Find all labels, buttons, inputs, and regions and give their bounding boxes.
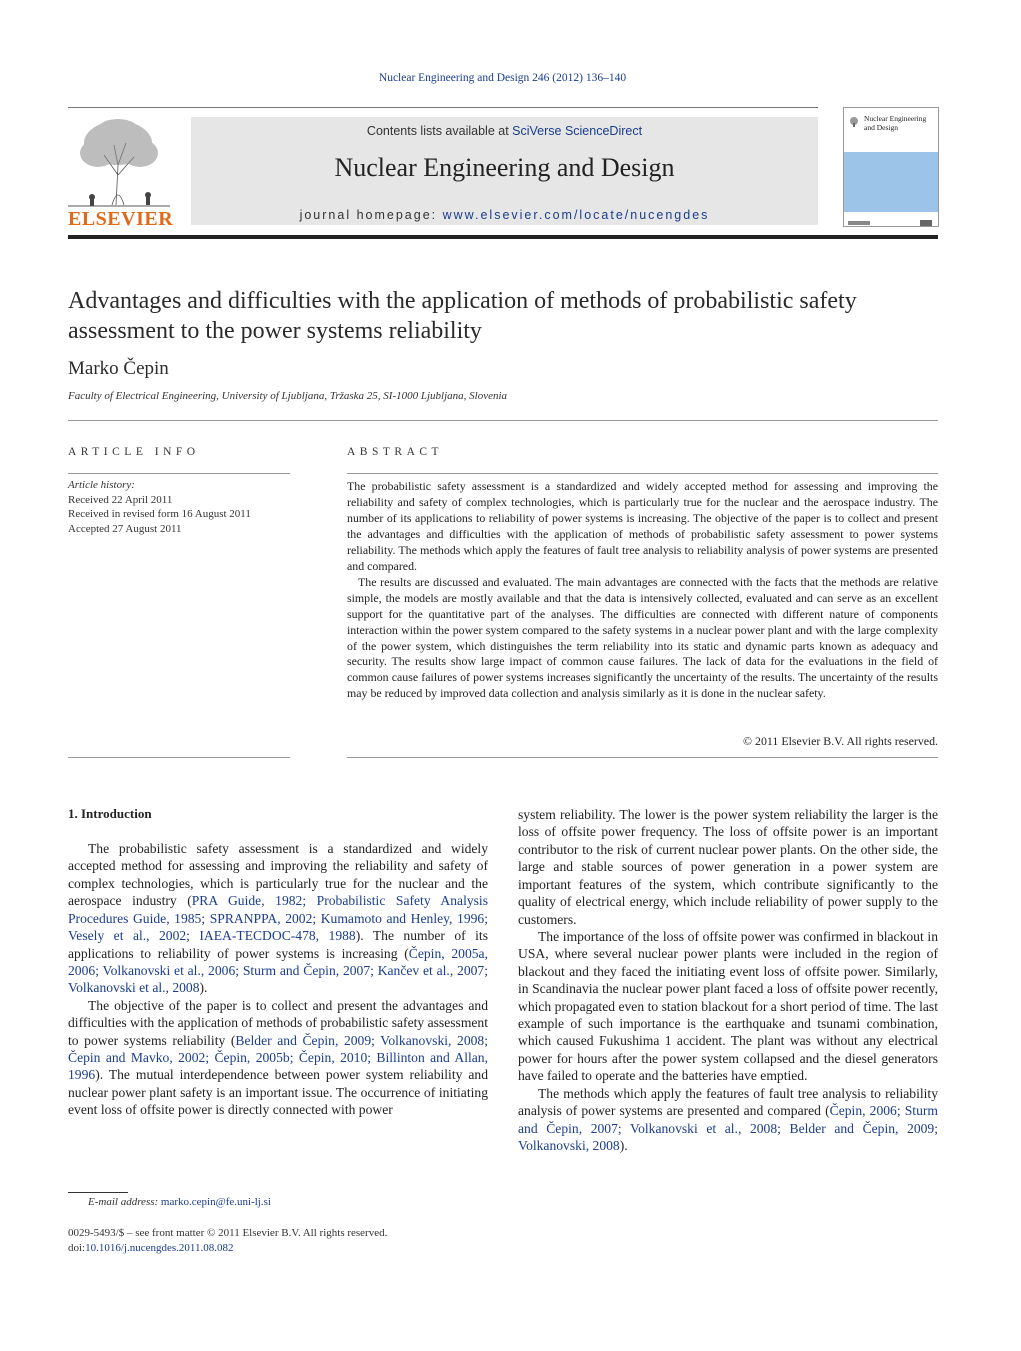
cover-elsevier-icon bbox=[849, 114, 859, 124]
body-paragraph: The importance of the loss of offsite power was confirmed in blackout in USA, where several nuclear power plants were included in the region of blackout and they faced the initiating event loss of offsite power. Similarly, in Scandinavia the nuclear power plant faced a loss of offsite power recently, which propagated even to station blackout for a short period of time. The last example of such importance is the earthquake and tsunami combination, which caused Fukushima 1 accident. The plant was without any electrical power for hours after the power system collapsed and the diesel generators have failed to operate and the batteries have emptied. bbox=[518, 928, 938, 1084]
doi-link[interactable]: 10.1016/j.nucengdes.2011.08.082 bbox=[85, 1242, 234, 1254]
header-bottom-rule bbox=[68, 235, 938, 239]
abstract-paragraph: The results are discussed and evaluated. The main advantages are connected with the facts that the methods are relative simple, the models are mostly available and that the data is intensively collected, evaluated and can serve as an excellent support for the quantitative part of the analyses. The difficulties are connected with different nature of components interaction within the power system compared to the safety systems in a nuclear power plant and with the large complexity of the power system, which distinguishes the term reliability into its static and dynamic parts known as adequacy and security. The results show large impact of common cause failures. The lack of data for the evaluations in the field of common cause failures of power systems increases significantly the uncertainty of the results. The uncertainty of the results may be reduced by improved data collection and analysis similarly as it is done in the nuclear safety. bbox=[347, 574, 938, 701]
article-info-bottom-rule bbox=[68, 757, 290, 758]
tree-logo-icon bbox=[68, 115, 170, 207]
issn-line: 0029-5493/$ – see front matter © 2011 Elsevier B.V. All rights reserved. bbox=[68, 1227, 388, 1239]
journal-name: Nuclear Engineering and Design bbox=[334, 153, 675, 182]
revised-date: Received in revised form 16 August 2011 bbox=[68, 508, 251, 520]
citation-link[interactable]: Čepin, 2005a, 2006; Volkanovski et al., 2006; Sturm and Čepin, 2007; Kančev et al., 2007; Volkanovski et al., 2008 bbox=[68, 945, 488, 996]
author-email-link[interactable]: marko.cepin@fe.uni-lj.si bbox=[160, 1196, 271, 1208]
body-paragraph: system reliability. The lower is the power system reliability the larger is the loss of offsite power frequency. The loss of offsite power is an important contributor to the risk of current nuclear power plants. On the other side, the large and stable sources of power generation in a power system are important features of the system, which contribute significantly to the quality of electrical energy, which include reliability of power supply to the customers. bbox=[518, 807, 938, 927]
citation-link[interactable]: PRA Guide, 1982; Probabilistic Safety Analysis Procedures Guide, 1985; SPRANPPA, 2002; Kumamoto and Henley, 1996; Vesely et al., 2002; IAEA-TECDOC-478, 1988 bbox=[68, 893, 488, 944]
header-top-rule bbox=[68, 107, 818, 108]
title-divider bbox=[68, 420, 938, 421]
accepted-date: Accepted 27 August 2011 bbox=[68, 522, 182, 535]
footnote-email: E-mail address: marko.cepin@fe.uni-lj.si bbox=[88, 1196, 271, 1208]
history-label: Article history: bbox=[68, 479, 135, 491]
citation-link[interactable]: Belder and Čepin, 2009; Volkanovski, 2008; Čepin and Mavko, 2002; Čepin, 2005b; Čepin, 2010; Billinton and Allan, 1996 bbox=[68, 1032, 488, 1083]
journal-citation[interactable]: Nuclear Engineering and Design 246 (2012) 136–140 bbox=[378, 72, 627, 84]
cover-footer-marks bbox=[848, 214, 934, 222]
journal-header-band bbox=[191, 117, 818, 225]
cover-journal-title: Nuclear Engineering and Design bbox=[864, 114, 927, 132]
doi-line: doi:10.1016/j.nucengdes.2011.08.082 bbox=[68, 1242, 234, 1254]
footnote-rule bbox=[68, 1192, 128, 1193]
elsevier-logo[interactable] bbox=[68, 115, 174, 230]
sciencedirect-link[interactable]: SciVerse ScienceDirect bbox=[512, 124, 643, 138]
citation-link[interactable]: Čepin, 2006; Sturm and Čepin, 2007; Volkanovski et al., 2008; Belder and Čepin, 2009; Volkanovski, 2008 bbox=[518, 1103, 938, 1154]
body-column-right bbox=[518, 806, 938, 1154]
abstract-copyright: © 2011 Elsevier B.V. All rights reserved. bbox=[743, 734, 938, 748]
journal-cover-thumbnail[interactable] bbox=[843, 107, 939, 227]
article-author[interactable]: Marko Čepin bbox=[68, 358, 169, 379]
cover-blue-band bbox=[844, 152, 938, 212]
contents-available-line: Contents lists available at SciVerse ScienceDirect bbox=[366, 124, 643, 138]
journal-homepage-line: journal homepage: www.elsevier.com/locate/nucengdes bbox=[299, 208, 710, 222]
section-heading-introduction: 1. Introduction bbox=[68, 806, 152, 821]
article-info-rule bbox=[68, 473, 290, 474]
abstract-paragraph: The probabilistic safety assessment is a standardized and widely accepted method for assessing and improving the reliability and safety of complex technologies, which is particularly true for the nuclear and the aerospace industry. The number of its applications to reliability of power systems is increasing. The objective of the paper is to collect and present the advantages and difficulties with the application of methods of probabilistic safety assessment to power systems reliability. The methods which apply the features of fault tree analysis to reliability analysis of power systems are presented and compared. bbox=[347, 479, 938, 573]
journal-homepage-link[interactable]: www.elsevier.com/locate/nucengdes bbox=[442, 208, 710, 222]
body-paragraph: The objective of the paper is to collect and present the advantages and difficulties with the application of methods of probabilistic safety assessment to power systems reliability (Belder and Čepin, 2009; Volkanovski, 2008; Čepin and Mavko, 2002; Čepin, 2005b; Čepin, 2010; Billinton and Allan, 1996). The mutual interdependence between power system reliability and nuclear power plant safety is an important issue. The occurrence of initiating event loss of offsite power is directly connected with power bbox=[68, 997, 488, 1118]
article-history bbox=[68, 478, 251, 536]
abstract-body bbox=[347, 479, 938, 702]
article-title: Advantages and difficulties with the application of methods of probabilistic safety assessment to the power systems reliability bbox=[68, 288, 857, 344]
body-column-left bbox=[68, 840, 488, 1119]
abstract-rule bbox=[347, 473, 938, 474]
received-date: Received 22 April 2011 bbox=[68, 493, 173, 506]
body-paragraph: The methods which apply the features of fault tree analysis to reliability analysis of power systems are presented and compared (Čepin, 2006; Sturm and Čepin, 2007; Volkanovski et al., 2008; Belder and Čepin, 2009; Volkanovski, 2008). bbox=[518, 1085, 938, 1154]
elsevier-wordmark: ELSEVIER bbox=[68, 208, 174, 230]
author-affiliation: Faculty of Electrical Engineering, University of Ljubljana, Tržaska 25, SI-1000 Ljubljana, Slovenia bbox=[68, 390, 508, 402]
abstract-heading: ABSTRACT bbox=[347, 446, 444, 458]
issn-doi-block bbox=[68, 1226, 387, 1256]
body-paragraph: The probabilistic safety assessment is a standardized and widely accepted method for assessing and improving the reliability and safety of complex technologies, which is particularly true for the nuclear and the aerospace industry (PRA Guide, 1982; Probabilistic Safety Analysis Procedures Guide, 1985; SPRANPPA, 2002; Kumamoto and Henley, 1996; Vesely et al., 2002; IAEA-TECDOC-478, 1988). The number of its applications to reliability of power systems is increasing (Čepin, 2005a, 2006; Volkanovski et al., 2006; Sturm and Čepin, 2007; Kančev et al., 2007; Volkanovski et al., 2008). bbox=[68, 841, 488, 996]
article-info-heading: ARTICLE INFO bbox=[68, 446, 200, 458]
abstract-bottom-rule bbox=[347, 757, 938, 758]
